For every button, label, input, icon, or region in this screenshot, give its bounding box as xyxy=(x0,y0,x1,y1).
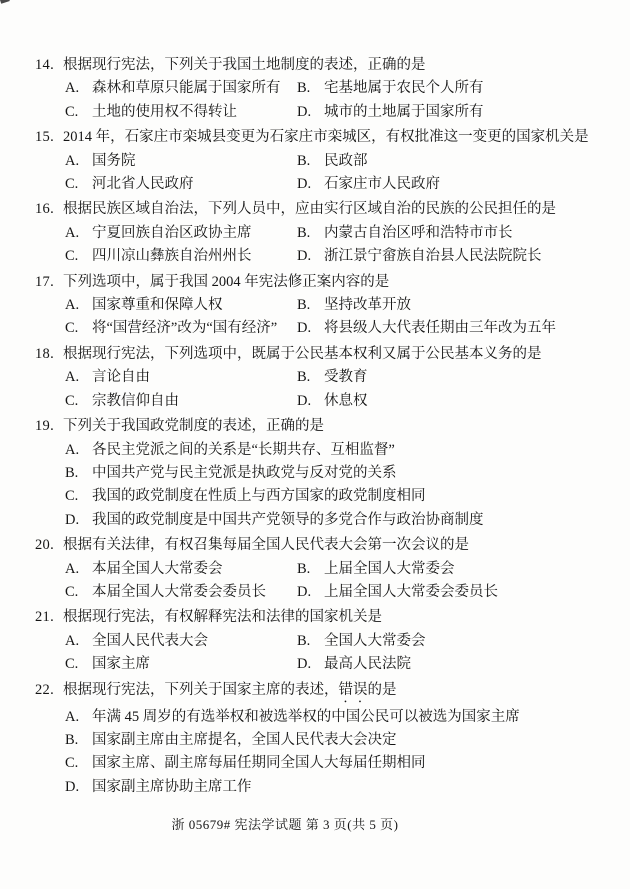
option-row xyxy=(65,222,608,245)
option-label: A. xyxy=(65,441,80,458)
option-text: 坚持改革开放 xyxy=(324,297,411,314)
option-row xyxy=(65,485,608,508)
option-text: 河北省人民政府 xyxy=(92,176,194,193)
question xyxy=(35,126,608,196)
question-stem: 下列选项中，属于我国 2004 年宪法修正案内容的是 xyxy=(63,273,390,290)
question xyxy=(35,534,608,604)
option-label: B. xyxy=(65,731,79,748)
question-stem-row xyxy=(35,54,608,77)
question-stem: 下列关于我国政党制度的表述，正确的是 xyxy=(63,418,324,435)
option-row xyxy=(65,729,608,752)
option-text: 森林和草原只能属于国家所有 xyxy=(92,80,281,97)
answer-option xyxy=(65,558,297,581)
option-text: 全国人大常委会 xyxy=(324,632,426,649)
question xyxy=(35,679,608,800)
option-row xyxy=(65,509,608,532)
answer-option xyxy=(297,245,542,268)
answer-option xyxy=(65,222,297,245)
option-group xyxy=(35,706,608,800)
question xyxy=(35,606,608,676)
option-label: B. xyxy=(297,369,311,386)
option-label: A. xyxy=(65,708,80,725)
option-row xyxy=(65,294,608,317)
option-text: 年满 45 周岁的有选举权和被选举权的中国公民可以被选为国家主席 xyxy=(92,708,520,725)
option-row xyxy=(65,245,608,268)
answer-option xyxy=(297,581,498,604)
option-text: 国务院 xyxy=(92,152,136,169)
option-text: 我国的政党制度在性质上与西方国家的政党制度相同 xyxy=(92,488,426,505)
option-row xyxy=(65,462,608,485)
option-text: 将“国营经济”改为“国有经济” xyxy=(92,320,278,337)
option-text: 上届全国人大常委会 xyxy=(324,560,455,577)
answer-option xyxy=(297,558,455,581)
option-label: D. xyxy=(65,511,80,528)
option-label: C. xyxy=(65,583,79,600)
option-row xyxy=(65,173,608,196)
option-row xyxy=(65,317,608,340)
answer-option xyxy=(65,173,297,196)
option-text: 上届全国人大常委会委员长 xyxy=(324,583,498,600)
option-label: C. xyxy=(65,320,79,337)
question-number: 22. xyxy=(35,681,55,698)
option-text: 本届全国人大常委会 xyxy=(92,560,223,577)
option-text: 宁夏回族自治区政协主席 xyxy=(92,224,252,241)
option-text: 全国人民代表大会 xyxy=(92,632,208,649)
option-group xyxy=(35,630,608,677)
answer-option xyxy=(65,317,297,340)
answer-option xyxy=(65,776,252,799)
option-text: 宅基地属于农民个人所有 xyxy=(324,80,484,97)
question-number: 20. xyxy=(35,537,55,554)
option-label: D. xyxy=(297,583,312,600)
question xyxy=(35,415,608,532)
emphasized-text: 错误 xyxy=(338,681,368,698)
question-stem: 根据现行宪法，下列关于我国土地制度的表述，正确的是 xyxy=(63,57,426,73)
answer-option xyxy=(65,706,520,729)
option-label: C. xyxy=(65,392,79,409)
option-text: 国家主席 xyxy=(92,656,150,673)
option-text: 本届全国人大常委会委员长 xyxy=(92,583,266,600)
answer-option xyxy=(65,462,397,485)
option-label: D. xyxy=(297,656,312,673)
option-row xyxy=(65,630,608,653)
answer-option xyxy=(297,390,368,413)
option-label: D. xyxy=(297,392,312,409)
question-stem-row xyxy=(35,343,608,366)
answer-option xyxy=(297,366,368,389)
option-row xyxy=(65,752,608,775)
question-stem: 根据现行宪法，下列选项中，既属于公民基本权利又属于公民基本义务的是 xyxy=(63,345,542,362)
option-text: 民政部 xyxy=(324,152,368,169)
question xyxy=(35,271,608,341)
option-label: D. xyxy=(297,176,312,193)
option-text: 浙江景宁畲族自治县人民法院院长 xyxy=(324,248,542,265)
answer-option xyxy=(297,630,426,653)
option-label: C. xyxy=(65,248,79,265)
option-text: 四川凉山彝族自治州州长 xyxy=(92,248,252,265)
option-text: 各民主党派之间的关系是“长期共存、互相监督” xyxy=(92,441,395,458)
answer-option xyxy=(65,245,297,268)
answer-option xyxy=(65,366,297,389)
answer-option xyxy=(65,439,395,462)
option-label: B. xyxy=(297,224,311,241)
option-group xyxy=(35,366,608,413)
option-text: 城市的土地属于国家所有 xyxy=(324,103,484,120)
question-stem-row xyxy=(35,271,608,294)
option-label: B. xyxy=(65,464,79,481)
option-text: 言论自由 xyxy=(92,369,150,386)
question-stem-row xyxy=(35,534,608,557)
answer-option xyxy=(65,390,297,413)
option-label: D. xyxy=(297,103,312,120)
question-stem-row xyxy=(35,679,608,706)
question-list xyxy=(35,54,608,801)
question-number: 18. xyxy=(35,345,55,362)
question-number: 14. xyxy=(35,57,55,73)
option-group xyxy=(35,222,608,269)
option-group xyxy=(35,77,608,124)
option-text: 我国的政党制度是中国共产党领导的多党合作与政治协商制度 xyxy=(92,511,484,528)
option-row xyxy=(65,366,608,389)
option-label: C. xyxy=(65,656,79,673)
question-number: 15. xyxy=(35,129,55,146)
question-stem: 根据民族区域自治法，下列人员中，应由实行区域自治的民族的公民担任的是 xyxy=(63,201,556,218)
option-label: A. xyxy=(65,632,80,649)
answer-option xyxy=(297,101,484,124)
option-row xyxy=(65,101,608,124)
answer-option xyxy=(65,101,297,124)
option-text: 土地的使用权不得转让 xyxy=(92,103,237,120)
option-label: D. xyxy=(297,248,312,265)
question xyxy=(35,198,608,268)
question-stem-row xyxy=(35,198,608,221)
question-stem: 根据现行宪法，下列关于国家主席的表述，错误的是 xyxy=(63,681,397,698)
option-label: A. xyxy=(65,560,80,577)
option-text: 休息权 xyxy=(324,392,368,409)
option-row xyxy=(65,77,608,100)
answer-option xyxy=(297,317,556,340)
option-label: B. xyxy=(297,80,311,97)
question-number: 16. xyxy=(35,201,55,218)
answer-option xyxy=(65,729,397,752)
option-text: 国家副主席协助主席工作 xyxy=(92,778,252,795)
answer-option xyxy=(65,509,484,532)
option-text: 石家庄市人民政府 xyxy=(324,176,440,193)
option-label: C. xyxy=(65,176,79,193)
option-text: 将县级人大代表任期由三年改为五年 xyxy=(324,320,556,337)
option-text: 国家主席、副主席每届任期同全国人大每届任期相同 xyxy=(92,755,426,772)
answer-option xyxy=(65,485,426,508)
answer-option xyxy=(297,150,368,173)
option-label: B. xyxy=(297,297,311,314)
option-row xyxy=(65,439,608,462)
option-label: D. xyxy=(297,320,312,337)
question-number: 19. xyxy=(35,418,55,435)
option-text: 内蒙古自治区呼和浩特市市长 xyxy=(324,224,513,241)
question-stem-row xyxy=(35,126,608,149)
option-label: A. xyxy=(65,152,80,169)
option-row xyxy=(65,558,608,581)
answer-option xyxy=(297,173,440,196)
option-group xyxy=(35,439,608,533)
option-text: 中国共产党与民主党派是执政党与反对党的关系 xyxy=(92,464,397,481)
answer-option xyxy=(297,77,484,100)
question-stem: 根据有关法律，有权召集每届全国人民代表大会第一次会议的是 xyxy=(63,537,469,554)
question-number: 21. xyxy=(35,609,55,626)
answer-option xyxy=(297,653,411,676)
answer-option xyxy=(65,581,297,604)
answer-option xyxy=(65,653,297,676)
option-label: C. xyxy=(65,103,79,120)
question-number: 17. xyxy=(35,273,55,290)
question-stem: 2014 年，石家庄市栾城县变更为石家庄市栾城区，有权批准这一变更的国家机关是 xyxy=(63,129,589,146)
question-stem: 根据现行宪法，有权解释宪法和法律的国家机关是 xyxy=(63,609,382,626)
option-label: C. xyxy=(65,755,79,772)
option-group xyxy=(35,150,608,197)
page-footer xyxy=(0,813,630,836)
answer-option xyxy=(65,150,297,173)
option-text: 国家副主席由主席提名，全国人民代表大会决定 xyxy=(92,731,397,748)
option-label: A. xyxy=(65,369,80,386)
option-label: D. xyxy=(65,778,80,795)
option-text: 受教育 xyxy=(324,369,368,386)
option-label: A. xyxy=(65,297,80,314)
question-stem-row xyxy=(35,415,608,438)
answer-option xyxy=(65,294,297,317)
option-group xyxy=(35,558,608,605)
question xyxy=(35,343,608,413)
answer-option xyxy=(65,77,297,100)
question-stem-row xyxy=(35,606,608,629)
option-group xyxy=(35,294,608,341)
option-row xyxy=(65,776,608,799)
scan-artifact xyxy=(0,0,10,4)
option-row xyxy=(65,581,608,604)
option-label: C. xyxy=(65,488,79,505)
option-label: B. xyxy=(297,632,311,649)
answer-option xyxy=(297,222,513,245)
option-text: 最高人民法院 xyxy=(324,656,411,673)
answer-option xyxy=(65,752,426,775)
option-row xyxy=(65,706,608,729)
option-row xyxy=(65,653,608,676)
option-row xyxy=(65,150,608,173)
option-label: B. xyxy=(297,152,311,169)
option-text: 国家尊重和保障人权 xyxy=(92,297,223,314)
option-text: 宗教信仰自由 xyxy=(92,392,179,409)
option-label: A. xyxy=(65,224,80,241)
option-label: B. xyxy=(297,560,311,577)
answer-option xyxy=(297,294,411,317)
option-label: A. xyxy=(65,80,80,97)
option-row xyxy=(65,390,608,413)
question xyxy=(35,54,608,124)
answer-option xyxy=(65,630,297,653)
page-footer-text: 浙 05679# 宪法学试题 第 3 页(共 5 页) xyxy=(171,817,399,832)
